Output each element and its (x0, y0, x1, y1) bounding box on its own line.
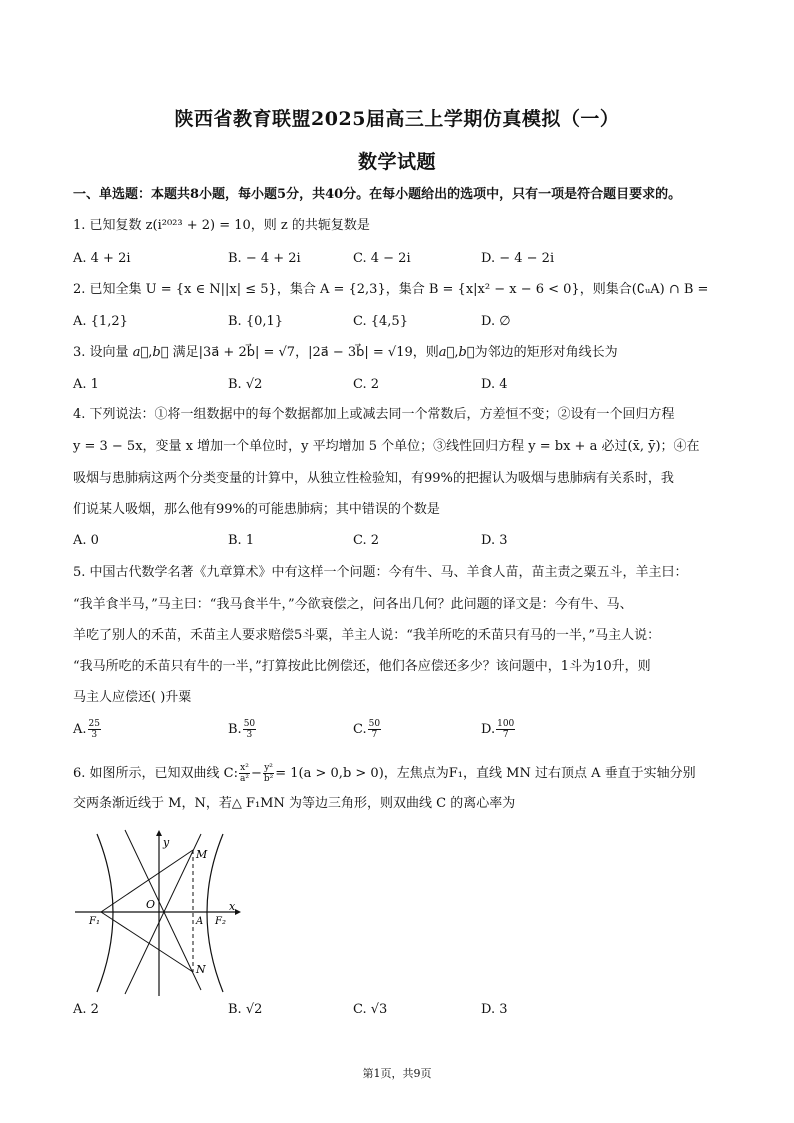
q6-option-d: D. 3 (481, 1002, 508, 1017)
q5-option-a-fraction (88, 719, 101, 740)
q3-vector-b-2: b⃗ (458, 345, 475, 360)
q3-vector-a: a⃗ (132, 345, 149, 360)
q5-option-a (73, 719, 102, 740)
q6-fraction-x-den: a² (240, 774, 249, 784)
q5-option-d-fraction (496, 719, 515, 740)
q5-option-d-denominator: 7 (502, 730, 509, 740)
q5-option-a-numerator: 25 (88, 719, 100, 729)
q5-option-b-label: B. (228, 722, 242, 737)
y-axis-arrow (156, 830, 162, 836)
q1-option-c: C. 4 − 2i (353, 251, 411, 266)
label-y: y (163, 836, 170, 849)
q3-vector-b: b⃗ (152, 345, 169, 360)
question-4-line-2: y = 3 − 5x，变量 x 增加一个单位时，y 平均增加 5 个单位；③线性回归方程 y = bx + a 必过(x̄, ȳ)；④在 (73, 439, 700, 454)
question-5-line-4: “我马所吃的禾苗只有牛的一半，”打算按此比例偿还，他们各应偿还多少？该问题中，1斗为10升，则 (73, 659, 651, 674)
q1-option-a: A. 4 + 2i (73, 251, 131, 266)
q2-option-a: A. {1,2} (73, 314, 128, 329)
label-x: x (229, 900, 236, 913)
page-title: 陕西省教育联盟2025届高三上学期仿真模拟（一） (174, 108, 620, 130)
question-4-line-3: 吸烟与患肺病这两个分类变量的计算中，从独立性检验知，有99%的把握认为吸烟与患肺病有关系时，我 (73, 471, 674, 486)
q6-fraction-x (239, 763, 250, 784)
q5-option-c (353, 719, 382, 740)
q1-option-d: D. − 4 − 2i (481, 251, 555, 266)
q3-option-d: D. 4 (481, 377, 508, 392)
question-5-line-5: 马主人应偿还( )升粟 (73, 690, 192, 705)
page-footer: 第1页，共9页 (362, 1067, 432, 1080)
hyperbola-left-branch (97, 834, 113, 992)
question-4-line-4: 们说某人吸烟，那么他有99%的可能患肺病；其中错误的个数是 (73, 502, 440, 517)
q5-option-a-denominator: 3 (91, 730, 98, 740)
q5-option-d-numerator: 100 (497, 719, 515, 729)
asymptote-negative (125, 830, 204, 990)
section-heading: 一、单选题：本题共8小题，每小题5分，共40分。在每小题给出的选项中，只有一项是符合题目要求的。 (73, 187, 682, 202)
q2-option-b: B. {0,1} (228, 314, 284, 329)
q2-option-c: C. {4,5} (353, 314, 408, 329)
q5-option-b-numerator: 50 (243, 719, 256, 729)
q1-option-b: B. − 4 + 2i (228, 251, 301, 266)
q3-condition-2: |2a⃗ − 3b⃗| = √19 (308, 345, 413, 360)
q3-vector-a-2: a⃗ (438, 345, 455, 360)
segment-f1-n (101, 912, 193, 972)
q6-line1-part-b: = 1(a > 0,b > 0)，左焦点为F₁，直线 MN 过右顶点 A 垂直于实轴分别 (275, 766, 696, 781)
q4-option-d: D. 3 (481, 533, 508, 548)
x-axis-arrow (235, 909, 241, 915)
q4-option-b: B. 1 (228, 533, 255, 548)
label-m: M (196, 848, 208, 861)
question-6-line-2: 交两条渐近线于 M，N，若△ F₁MN 为等边三角形，则双曲线 C 的离心率为 (73, 796, 516, 811)
page-subtitle: 数学试题 (357, 151, 436, 173)
q5-option-b (228, 719, 257, 740)
hyperbola-right-branch (207, 834, 223, 992)
q5-option-c-denominator: 7 (371, 730, 378, 740)
question-2-stem: 2. 已知全集 U = {x ∈ N||x| ≤ 5}，集合 A = {2,3}，集合 B = {x|x² − x − 6 < 0}，则集合(∁ᵤA) ∩ B = (73, 282, 709, 297)
label-o: O (146, 898, 156, 911)
question-5-line-3: 羊吃了别人的禾苗，禾苗主人要求赔偿5斗粟，羊主人说：“我羊所吃的禾苗只有马的一半，”马主人说： (73, 628, 661, 643)
label-f1: F₁ (89, 916, 100, 927)
q3-stem-part-c: ，则 (412, 345, 439, 360)
q4-option-c: C. 2 (353, 533, 380, 548)
q6-fraction-y-num: y² (264, 763, 273, 773)
label-a: A (196, 916, 204, 927)
q3-stem-part-b: 满足 (172, 345, 199, 360)
q5-option-c-numerator: 50 (368, 719, 381, 729)
question-1-stem: 1. 已知复数 z(i²⁰²³ + 2) = 10，则 z 的共轭复数是 (73, 218, 370, 233)
q6-fraction-y-den: b² (263, 774, 274, 784)
q3-option-b: B. √2 (228, 377, 263, 392)
hyperbola-figure (73, 826, 243, 998)
question-5-line-2: “我羊食半马，”马主曰：“我马食半牛，”今欲衰偿之，问各出几何？此问题的译文是：今有牛、马、 (73, 597, 633, 612)
q5-option-c-fraction (368, 719, 381, 740)
q2-option-d: D. ∅ (481, 314, 511, 329)
question-6-line-1: 6. 如图所示，已知双曲线 C: $\frac{\text{x²}}{\text{a²}}$ − $\frac{\text{y²}}{\text{b²}}$ = 1(a > 0,b > 0)，左焦点为F₁，直线 MN 过右顶点 A 垂直于实轴分别 (73, 763, 696, 784)
q6-option-b: B. √2 (228, 1002, 263, 1017)
q3-option-c: C. 2 (353, 377, 380, 392)
q6-option-a: A. 2 (73, 1002, 99, 1017)
question-3-stem: 3. 设向量 a⃗,b⃗ 满足|3a⃗ + 2b⃗| = √7，|2a⃗ − 3b⃗| = √19，则a⃗,b⃗为邻边的矩形对角线长为 (73, 345, 618, 360)
label-n: N (196, 963, 206, 976)
label-f2: F₂ (215, 916, 226, 927)
q6-fraction-y (263, 763, 274, 784)
q6-fraction-x-num: x² (240, 763, 249, 773)
q5-option-a-label: A. (73, 722, 87, 737)
q5-option-d-label: D. (481, 722, 496, 737)
question-5-line-1: 5. 中国古代数学名著《九章算术》中有这样一个问题：今有牛、马、羊食人苗，苗主责之粟五斗，羊主曰： (73, 565, 688, 580)
q4-option-a: A. 0 (73, 533, 99, 548)
q6-line1-part-a: 6. 如图所示，已知双曲线 C: (73, 766, 238, 781)
q5-option-c-label: C. (353, 722, 367, 737)
q6-option-c: C. √3 (353, 1002, 388, 1017)
q5-option-b-denominator: 3 (246, 730, 253, 740)
q3-stem-part-a: 3. 设向量 (73, 345, 129, 360)
q3-stem-part-d: 为邻边的矩形对角线长为 (474, 345, 618, 360)
q3-condition-1: |3a⃗ + 2b⃗| = √7 (198, 345, 296, 360)
q3-option-a: A. 1 (73, 377, 99, 392)
question-4-line-1: 4. 下列说法：①将一组数据中的每个数据都加上或减去同一个常数后，方差恒不变；②设有一个回归方程 (73, 407, 675, 422)
q5-option-d (481, 719, 516, 740)
q5-option-b-fraction (243, 719, 256, 740)
